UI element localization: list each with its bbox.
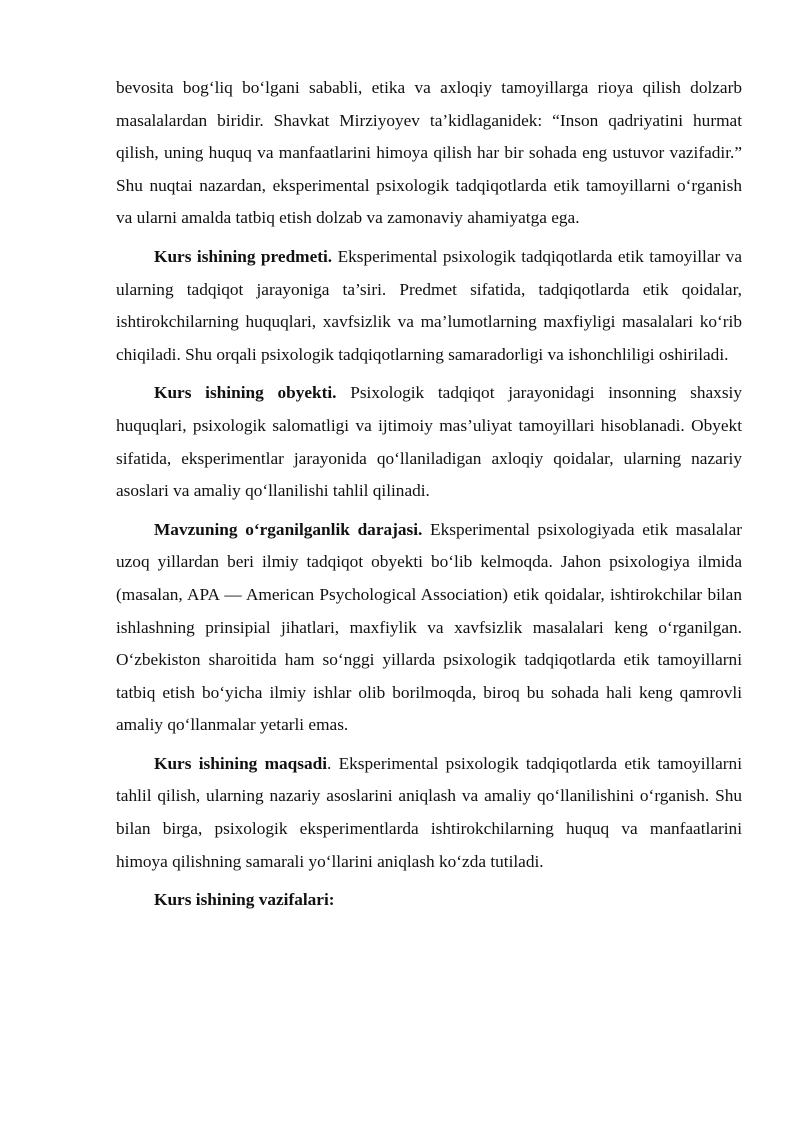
paragraph-goal [116,748,742,878]
paragraph-text: bevosita bog‘liq bo‘lgani sababli, etika va axloqiy tamoyillarga rioya qilish dolzarb masalalardan biridir. Shavkat Mirziyoyev ta’kidlaganidek: “Inson qadriyatini hurmat qilish, uning huquq va manfaatlarini himoya qilish har bir sohada eng ustuvor vazifadir.” Shu nuqtai nazardan, eksperimental psixologik tadqiqotlarda etik tamoyillarni o‘rganish va ularni amalda tatbiq etish dolzab va zamonaviy ahamiyatga ega. [116,78,742,228]
paragraph-object [116,377,742,507]
paragraph-tasks [116,884,742,917]
paragraph-heading-subject: Kurs ishining predmeti. [154,246,333,266]
paragraph-text: . Eksperimental psixologik tadqiqotlarda etik tamoyillarni tahlil qilish, ularning nazariy asoslarini aniqlash va amaliy qo‘llanilishini o‘rganish. Shu bilan birga, psixologik eksperimentlarda ishtirokchilarning huquq va manfaatlarini himoya qilishning samarali yo‘llarini aniqlash ko‘zda tutiladi. [116,753,742,871]
paragraph-intro-continuation [116,72,742,235]
paragraph-text: Psixologik tadqiqot jarayonidagi insonning shaxsiy huquqlari, psixologik salomatligi va ijtimoiy mas’uliyat tamoyillari hisoblanadi. Obyekt sifatida, eksperimentlar jarayonida qo‘llaniladigan axloqiy qoidalar, ularning nazariy asoslari va amaliy qo‘llanilishi tahlil qilinadi. [116,383,742,501]
paragraph-heading-research-level: Mavzuning o‘rganilganlik darajasi. [154,519,423,539]
paragraph-subject [116,241,742,371]
paragraph-research-level [116,514,742,742]
paragraph-text: Eksperimental psixologik tadqiqotlarda etik tamoyillar va ularning tadqiqot jarayoniga ta’siri. Predmet sifatida, tadqiqotlarda etik qoidalar, ishtirokchilarning huquqlari, xavfsizlik va ma’lumotlarning maxfiyligi masalalari ko‘rib chiqiladi. Shu orqali psixologik tadqiqotlarning samaradorligi va ishonchliligi oshiriladi. [116,246,742,364]
paragraph-heading-tasks: Kurs ishining vazifalari: [154,890,335,910]
paragraph-text: Eksperimental psixologiyada etik masalalar uzoq yillardan beri ilmiy tadqiqot obyekti bo‘lib kelmoqda. Jahon psixologiya ilmida (masalan, APA — American Psychological Association) etik qoidalar, ishtirokchilar bilan ishlashning prinsipial jihatlari, maxfiylik va xavfsizlik masalalari keng o‘rganilgan. O‘zbekiston sharoitida ham so‘nggi yillarda psixologik tadqiqotlarda etik tamoyillarni tatbiq etish bo‘yicha ilmiy ishlar olib borilmoqda, biroq bu sohada hali keng qamrovli amaliy qo‘llanmalar yetarli emas. [116,519,742,735]
document-body [116,72,742,917]
paragraph-heading-goal: Kurs ishining maqsadi [154,753,328,773]
paragraph-heading-object: Kurs ishining obyekti. [154,383,337,403]
